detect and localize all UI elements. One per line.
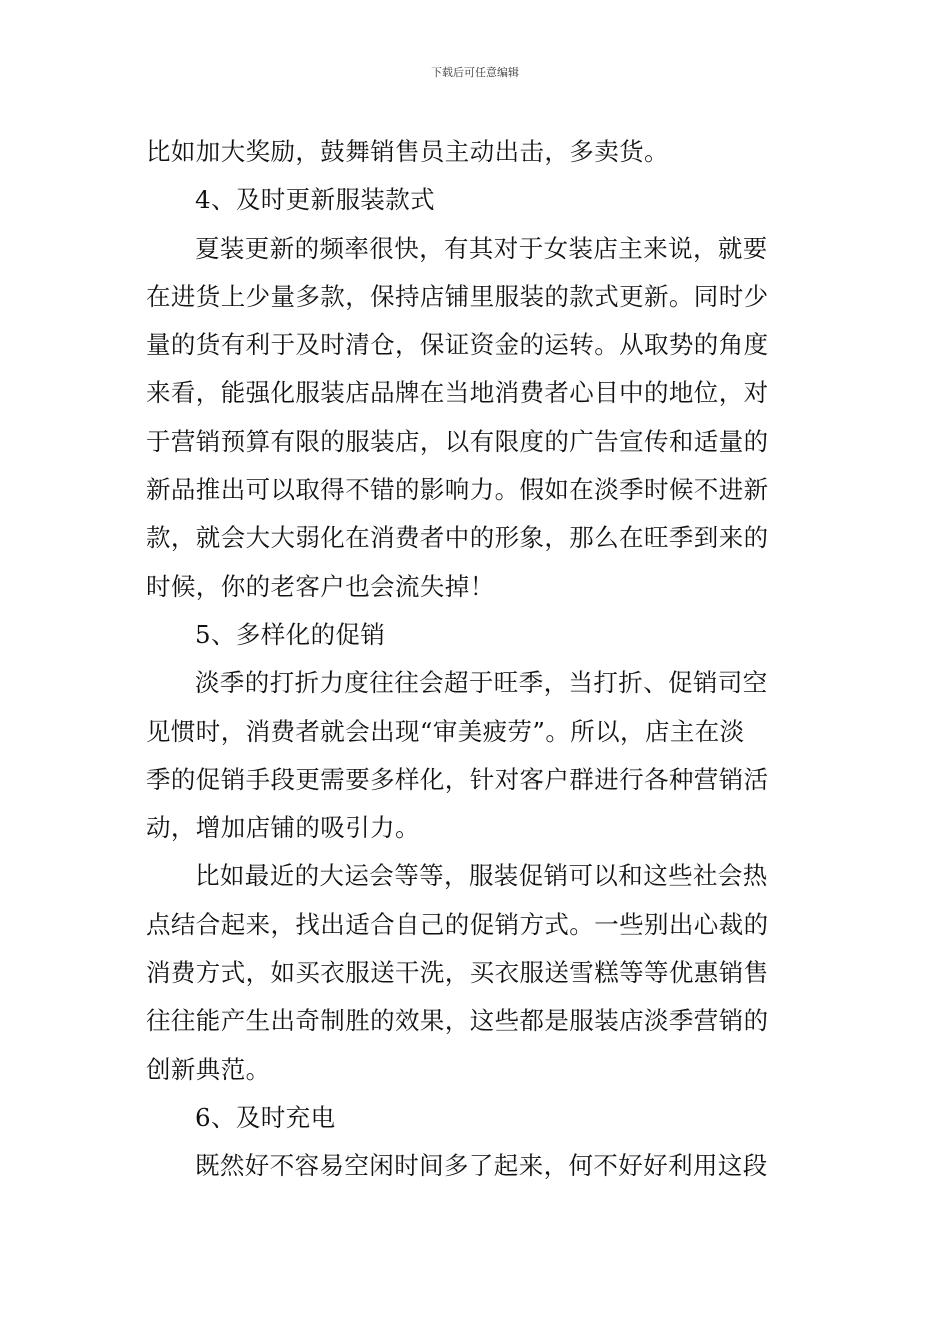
text-line: 点结合起来，找出适合自己的促销方式。一些别出心裁的 (146, 909, 769, 939)
text-line: 来看，能强化服装店品牌在当地消费者心目中的地位，对 (146, 378, 769, 408)
text-line: 见惯时，消费者就会出现“审美疲劳”。所以，店主在淡 (146, 716, 745, 746)
text-line: 往往能产生出奇制胜的效果，这些都是服装店淡季营销的 (146, 1006, 769, 1036)
text-line: 比如加大奖励，鼓舞销售员主动出击，多卖货。 (146, 137, 669, 166)
text-line: 创新典范。 (146, 1054, 271, 1084)
document-body (146, 128, 808, 1191)
text-line: 时候，你的老客户也会流失掉！ (146, 571, 495, 601)
section-heading: 4、及时更新服装款式 (195, 185, 436, 215)
text-line: 量的货有利于及时清仓，保证资金的运转。从取势的角度 (146, 330, 769, 360)
text-line: 款，就会大大弱化在消费者中的形象，那么在旺季到来的 (146, 523, 769, 553)
text-line: 淡季的打折力度往往会超于旺季，当打折、促销司空 (195, 668, 768, 698)
text-line: 既然好不容易空闲时间多了起来，何不好好利用这段 (195, 1151, 768, 1181)
text-line: 于营销预算有限的服装店，以有限度的广告宣传和适量的 (146, 426, 769, 456)
text-line: 在进货上少量多款，保持店铺里服装的款式更新。同时少 (146, 281, 769, 311)
page-header: 下载后可任意编辑 (431, 66, 519, 79)
text-line: 夏装更新的频率很快，有其对于女装店主来说，就要 (195, 233, 768, 263)
section-heading: 6、及时充电 (195, 1102, 336, 1132)
text-line: 新品推出可以取得不错的影响力。假如在淡季时候不进新 (146, 475, 769, 505)
text-line: 动，增加店铺的吸引力。 (146, 813, 420, 843)
section-heading: 5、多样化的促销 (195, 619, 386, 649)
text-line: 比如最近的大运会等等，服装促销可以和这些社会热 (195, 861, 768, 891)
text-line: 季的促销手段更需要多样化，针对客户群进行各种营销活 (146, 764, 769, 794)
text-line: 消费方式，如买衣服送干洗，买衣服送雪糕等等优惠销售 (146, 958, 769, 988)
